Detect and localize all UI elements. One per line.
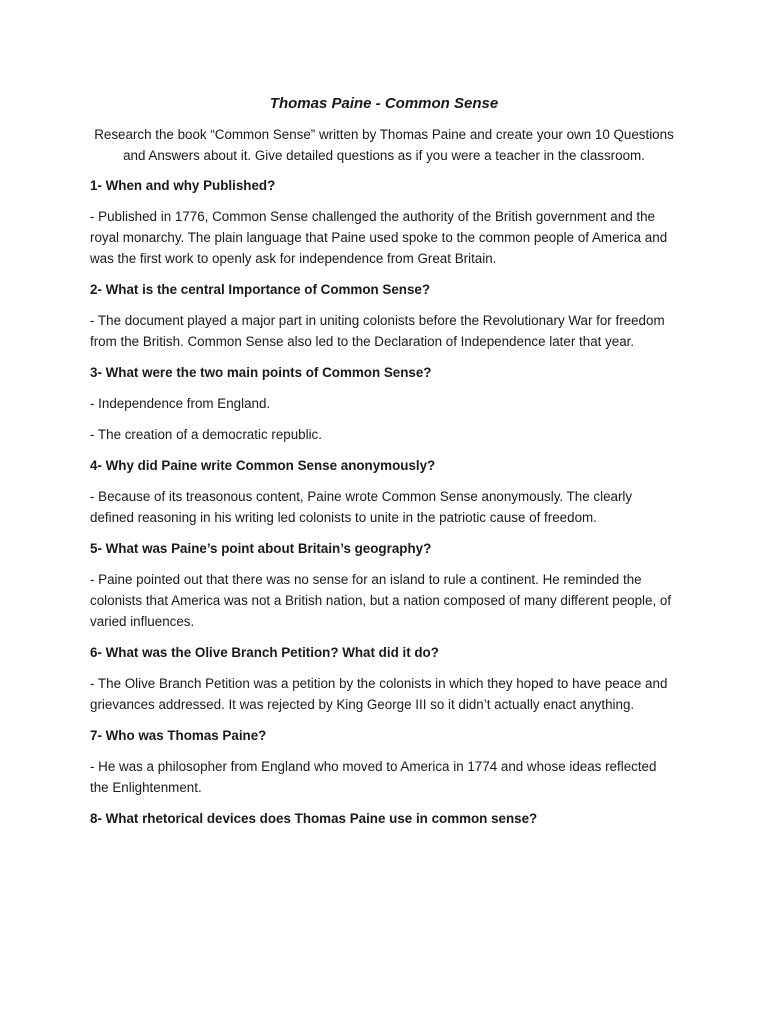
qa-item-8 — [90, 808, 678, 829]
question: 5- What was Paine’s point about Britain’s geography? — [90, 541, 432, 556]
answer: - The creation of a democratic republic. — [90, 427, 322, 442]
qa-item-2 — [90, 279, 678, 352]
question: 1- When and why Published? — [90, 178, 276, 193]
answer: - Paine pointed out that there was no sense for an island to rule a continent. He reminded the colonists that America was not a British nation, but a nation composed of many different people, of varied influences. — [90, 572, 672, 629]
answer: - Because of its treasonous content, Paine wrote Common Sense anonymously. The clearly defined reasoning in his writing led colonists to unite in the patriotic cause of freedom. — [90, 489, 633, 525]
question: 6- What was the Olive Branch Petition? What did it do? — [90, 645, 439, 660]
answer: - The Olive Branch Petition was a petition by the colonists in which they hoped to have peace and grievances addressed. It was rejected by King George III so it didn’t actually enact anything. — [90, 676, 668, 712]
qa-item-4 — [90, 455, 678, 528]
answer: - The document played a major part in uniting colonists before the Revolutionary War for freedom from the British. Common Sense also led to the Declaration of Independence later that year. — [90, 313, 665, 349]
qa-item-1 — [90, 175, 678, 269]
document-intro: Research the book “Common Sense” written by Thomas Paine and create your own 10 Questions and Answers about it. Give detailed questions as if you were a teacher in the classroom. — [94, 127, 674, 163]
answer: - Published in 1776, Common Sense challenged the authority of the British government and the royal monarchy. The plain language that Paine used spoke to the common people of America and was the first work to openly ask for independence from Great Britain. — [90, 209, 668, 266]
document-title: Thomas Paine - Common Sense — [269, 95, 499, 112]
qa-item-3 — [90, 362, 678, 445]
question: 7- Who was Thomas Paine? — [90, 728, 267, 743]
question: 2- What is the central Importance of Common Sense? — [90, 282, 431, 297]
question: 4- Why did Paine write Common Sense anonymously? — [90, 458, 436, 473]
question: 8- What rhetorical devices does Thomas Paine use in common sense? — [90, 811, 538, 826]
qa-item-5 — [90, 538, 678, 632]
qa-item-7 — [90, 725, 678, 798]
answer: - Independence from England. — [90, 396, 271, 411]
question: 3- What were the two main points of Common Sense? — [90, 365, 432, 380]
qa-item-6 — [90, 642, 678, 715]
answer: - He was a philosopher from England who moved to America in 1774 and whose ideas reflected the Enlightenment. — [90, 759, 657, 795]
